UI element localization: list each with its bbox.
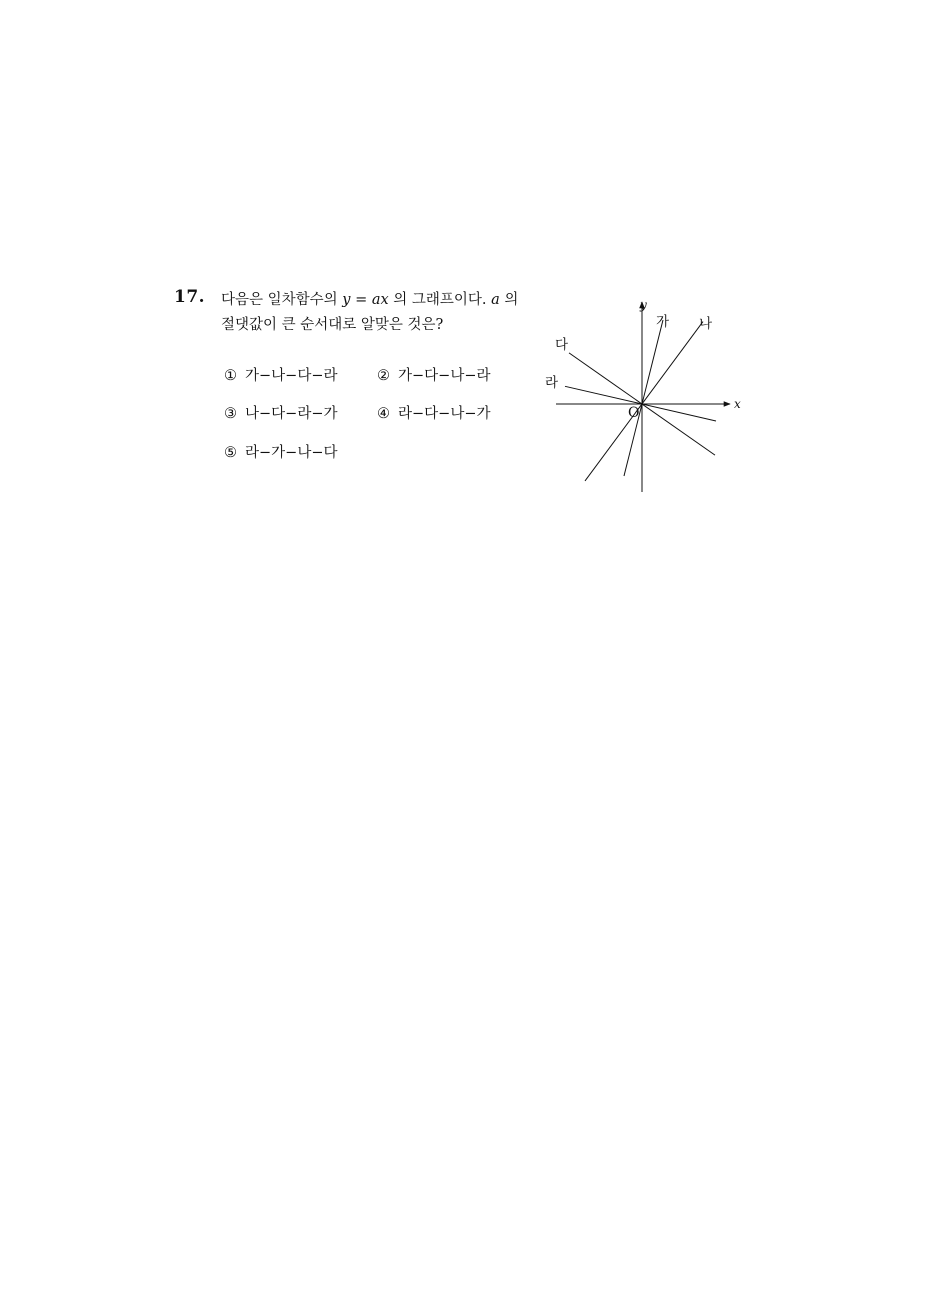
graph-line-label-1: 가 (656, 314, 670, 330)
choice-1-mark: ① (224, 368, 237, 384)
choice-1[interactable] (224, 364, 337, 385)
graph-lines (545, 313, 716, 481)
choice-4-mark: ④ (377, 406, 390, 422)
stem-line-1 (221, 288, 541, 313)
origin-label: O (628, 405, 640, 421)
problem-stem (221, 288, 541, 338)
choice-5-text: 라−가−나−다 (245, 445, 338, 461)
choice-3-text: 나−다−라−가 (245, 406, 338, 422)
choice-1-text: 가−나−다−라 (245, 368, 338, 384)
choice-5[interactable] (224, 441, 337, 462)
choice-5-mark: ⑤ (224, 445, 237, 461)
stem-text-prefix: 다음은 일차함수의 (221, 292, 343, 308)
stem-text-suffix: 의 (499, 292, 519, 308)
problem-number: 17. (174, 287, 206, 307)
choice-4-text: 라−다−나−가 (398, 406, 491, 422)
stem-equation: y = ax (342, 292, 389, 308)
y-axis-label: y (640, 298, 647, 312)
x-axis-label: x (734, 397, 741, 411)
choice-4[interactable] (377, 402, 490, 423)
choice-3-mark: ③ (224, 406, 237, 422)
choice-2[interactable] (377, 364, 490, 385)
choice-2-mark: ② (377, 368, 390, 384)
linear-function-graph (540, 290, 750, 500)
choice-3[interactable] (224, 402, 337, 423)
graph-line-label-4: 라 (545, 375, 559, 391)
graph-line-1 (624, 320, 663, 476)
stem-line-2: 절댓값이 큰 순서대로 알맞은 것은? (221, 317, 444, 333)
graph-line-label-2: 나 (699, 316, 713, 332)
graph-line-2 (585, 322, 703, 481)
choice-2-text: 가−다−나−라 (398, 368, 491, 384)
graph-line-label-3: 다 (555, 337, 569, 353)
stem-text-mid: 의 그래프이다. (388, 292, 492, 308)
stem-variable: a (491, 292, 500, 308)
problem-17 (0, 0, 926, 520)
